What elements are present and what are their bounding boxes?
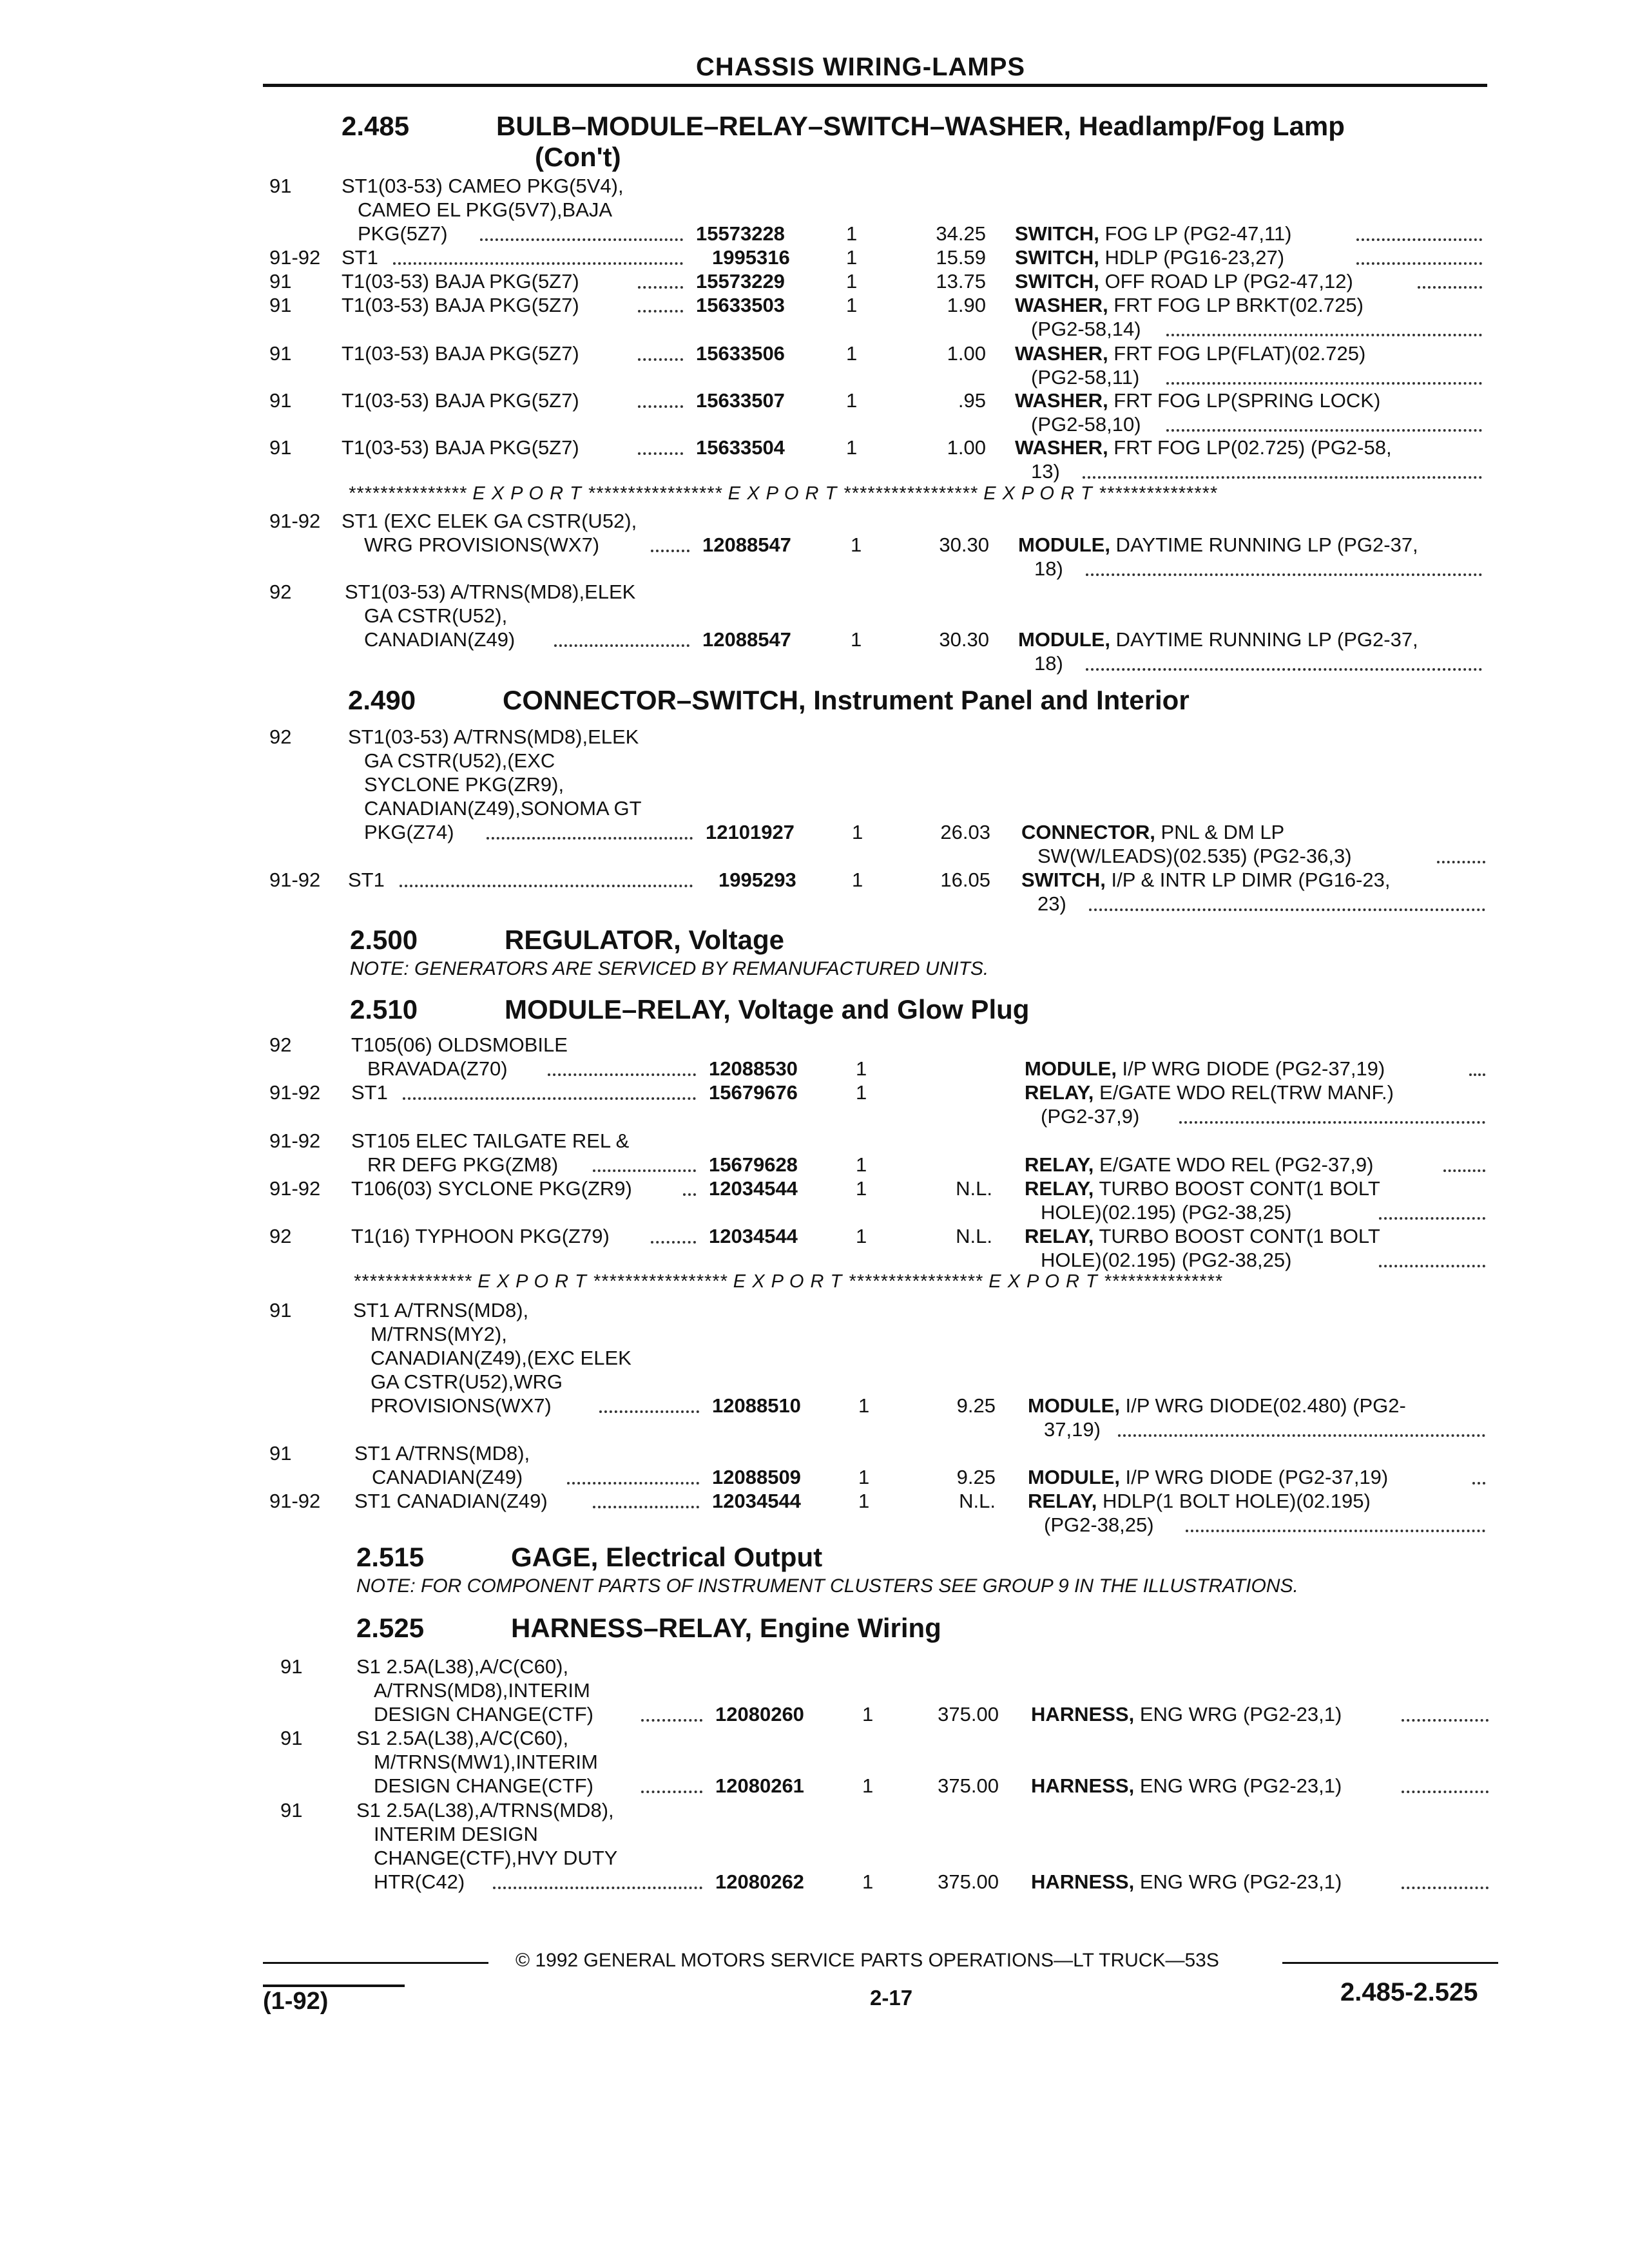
usage-desc: CAMEO EL PKG(5V7),BAJA (358, 198, 613, 221)
part-description: SWITCH, OFF ROAD LP (PG2-47,12) (1015, 270, 1353, 293)
usage-desc: ST1 (348, 869, 385, 891)
usage-desc: S1 2.5A(L38),A/TRNS(MD8), (356, 1799, 614, 1821)
usage-desc: S1 2.5A(L38),A/C(C60), (356, 1727, 569, 1749)
export-label: E X P O R T (728, 483, 838, 504)
usage-desc: GA CSTR(U52),WRG (371, 1370, 563, 1393)
part-description-cont: HOLE)(02.195) (PG2-38,25) (1041, 1249, 1292, 1271)
model-year: 91-92 (269, 1177, 321, 1200)
part-description: WASHER, FRT FOG LP(SPRING LOCK) (1015, 389, 1381, 412)
leader-dots (487, 837, 693, 840)
part-number: 15633504 (696, 436, 785, 459)
model-year: 91 (269, 1299, 292, 1321)
part-description: MODULE, I/P WRG DIODE (PG2-37,19) (1028, 1466, 1389, 1488)
export-stars: ***************** (587, 483, 722, 504)
export-stars: *************** (353, 1271, 472, 1292)
part-description: MODULE, I/P WRG DIODE (PG2-37,19) (1025, 1057, 1385, 1080)
part-description: RELAY, E/GATE WDO REL (PG2-37,9) (1025, 1153, 1374, 1176)
quantity: 1 (846, 342, 858, 365)
part-description-cont: 23) (1037, 892, 1066, 915)
part-number: 15573228 (696, 222, 785, 245)
quantity: 1 (846, 246, 858, 269)
export-stars: ***************** (592, 1271, 728, 1292)
part-number: 12034544 (709, 1225, 798, 1247)
revision-date: (1-92) (263, 1988, 329, 2015)
price: N.L. (956, 1177, 992, 1200)
usage-desc: T1(03-53) BAJA PKG(5Z7) (342, 270, 579, 293)
part-description: RELAY, HDLP(1 BOLT HOLE)(02.195) (1028, 1490, 1371, 1512)
usage-desc: DESIGN CHANGE(CTF) (374, 1703, 593, 1725)
quantity: 1 (852, 869, 863, 891)
leader-dots (1379, 1265, 1485, 1267)
quantity: 1 (856, 1177, 867, 1200)
section-range: 2.485-2.525 (1340, 1978, 1478, 2006)
part-number: 12080261 (715, 1774, 804, 1797)
section-number: 2.525 (356, 1613, 425, 1643)
usage-desc: T1(03-53) BAJA PKG(5Z7) (342, 389, 579, 412)
model-year: 91-92 (269, 246, 321, 269)
price: 1.90 (947, 294, 986, 316)
leader-dots (593, 1506, 699, 1508)
part-number: 12034544 (709, 1177, 798, 1200)
part-number: 12101927 (706, 821, 795, 843)
leader-dots (651, 1241, 696, 1244)
section-title: HARNESS–RELAY, Engine Wiring (511, 1613, 941, 1643)
leader-dots (1356, 238, 1482, 241)
usage-desc: ST1 A/TRNS(MD8), (354, 1442, 530, 1465)
part-description: HARNESS, ENG WRG (PG2-23,1) (1031, 1774, 1342, 1797)
price: 9.25 (956, 1466, 996, 1488)
quantity: 1 (858, 1490, 870, 1512)
price: .95 (958, 389, 986, 412)
usage-desc: ST1 A/TRNS(MD8), (353, 1299, 529, 1321)
price: 1.00 (947, 342, 986, 365)
leader-dots (567, 1482, 699, 1485)
usage-desc: CANADIAN(Z49),(EXC ELEK (371, 1347, 631, 1369)
leader-dots (638, 286, 683, 289)
quantity: 1 (858, 1466, 870, 1488)
leader-dots (1402, 1719, 1489, 1722)
usage-desc: PKG(5Z7) (358, 222, 448, 245)
part-description-cont: SW(W/LEADS)(02.535) (PG2-36,3) (1037, 845, 1352, 867)
section-number: 2.490 (348, 685, 416, 715)
price: 375.00 (938, 1703, 999, 1725)
usage-desc: PKG(Z74) (364, 821, 454, 843)
quantity: 1 (862, 1774, 874, 1797)
part-description-cont: 37,19) (1044, 1418, 1101, 1441)
part-description: CONNECTOR, PNL & DM LP (1021, 821, 1285, 843)
part-description: SWITCH, I/P & INTR LP DIMR (PG16-23, (1021, 869, 1391, 891)
leader-dots (403, 1097, 696, 1100)
part-description: HARNESS, ENG WRG (PG2-23,1) (1031, 1703, 1342, 1725)
export-divider (348, 483, 1217, 505)
part-number: 15633507 (696, 389, 785, 412)
usage-desc: ST1 CANADIAN(Z49) (354, 1490, 548, 1512)
section-number: 2.515 (356, 1542, 425, 1572)
quantity: 1 (846, 436, 858, 459)
part-description-cont: 18) (1034, 652, 1063, 675)
leader-dots (554, 644, 689, 647)
usage-desc: DESIGN CHANGE(CTF) (374, 1774, 593, 1797)
part-number: 12034544 (712, 1490, 801, 1512)
usage-desc: GA CSTR(U52),(EXC (364, 749, 555, 772)
quantity: 1 (862, 1870, 874, 1893)
price: 375.00 (938, 1774, 999, 1797)
usage-desc: WRG PROVISIONS(WX7) (364, 533, 600, 556)
part-number: 12088509 (712, 1466, 801, 1488)
price: 16.05 (940, 869, 990, 891)
export-stars: *************** (348, 483, 467, 504)
part-number: 1995293 (718, 869, 796, 891)
part-description: WASHER, FRT FOG LP(FLAT)(02.725) (1015, 342, 1366, 365)
quantity: 1 (858, 1394, 870, 1417)
usage-desc: PROVISIONS(WX7) (371, 1394, 552, 1417)
part-description: SWITCH, FOG LP (PG2-47,11) (1015, 222, 1292, 245)
model-year: 92 (269, 581, 292, 603)
quantity: 1 (846, 270, 858, 293)
part-number: 15573229 (696, 270, 785, 293)
part-description-cont: (PG2-58,10) (1031, 413, 1141, 436)
page-number: 2-17 (870, 1986, 913, 2010)
section-number: 2.510 (350, 994, 418, 1024)
part-number: 12088530 (709, 1057, 798, 1080)
model-year: 91-92 (269, 1081, 321, 1104)
part-description: MODULE, I/P WRG DIODE(02.480) (PG2- (1028, 1394, 1406, 1417)
model-year: 91 (269, 270, 292, 293)
section-title: GAGE, Electrical Output (511, 1542, 823, 1572)
leader-dots (1356, 262, 1482, 265)
quantity: 1 (846, 222, 858, 245)
usage-desc: ST1(03-53) CAMEO PKG(5V4), (342, 175, 624, 197)
model-year: 92 (269, 1225, 292, 1247)
quantity: 1 (852, 821, 863, 843)
leader-dots (1472, 1482, 1485, 1485)
leader-dots (1083, 476, 1482, 479)
price: 375.00 (938, 1870, 999, 1893)
export-stars: ***************** (848, 1271, 983, 1292)
export-stars: *************** (1103, 1271, 1223, 1292)
usage-desc: CHANGE(CTF),HVY DUTY (374, 1847, 618, 1869)
part-description-cont: 13) (1031, 460, 1060, 483)
export-label: E X P O R T (472, 483, 582, 504)
usage-desc: T1(03-53) BAJA PKG(5Z7) (342, 436, 579, 459)
section-title: BULB–MODULE–RELAY–SWITCH–WASHER, Headlamp/Fog Lamp (496, 111, 1345, 141)
part-description-cont: (PG2-58,11) (1031, 366, 1140, 389)
model-year: 91 (269, 1442, 292, 1465)
leader-dots (1166, 382, 1482, 385)
export-label: E X P O R T (477, 1271, 587, 1292)
usage-desc: CANADIAN(Z49),SONOMA GT (364, 797, 642, 820)
usage-desc: ST1(03-53) A/TRNS(MD8),ELEK (345, 581, 636, 603)
part-number: 12080260 (715, 1703, 804, 1725)
part-number: 12088547 (702, 533, 791, 556)
leader-dots (1437, 861, 1485, 863)
quantity: 1 (856, 1081, 867, 1104)
leader-dots (599, 1410, 699, 1413)
usage-desc: ST1 (EXC ELEK GA CSTR(U52), (342, 510, 637, 532)
part-description-cont: HOLE)(02.195) (PG2-38,25) (1041, 1201, 1292, 1224)
footer-rule (263, 1962, 488, 1964)
section-note: NOTE: GENERATORS ARE SERVICED BY REMANUFACTURED UNITS. (350, 958, 989, 979)
model-year: 91 (280, 1799, 303, 1821)
leader-dots (683, 1193, 696, 1196)
usage-desc: GA CSTR(U52), (364, 604, 508, 627)
section-number: 2.500 (350, 925, 418, 955)
section-title: MODULE–RELAY, Voltage and Glow Plug (505, 994, 1030, 1024)
usage-desc: M/TRNS(MY2), (371, 1323, 507, 1345)
price: N.L. (956, 1225, 992, 1247)
model-year: 91 (280, 1727, 303, 1749)
leader-dots (1086, 668, 1482, 671)
usage-desc: ST1 (342, 246, 378, 269)
model-year: 91 (269, 389, 292, 412)
section-title: REGULATOR, Voltage (505, 925, 785, 955)
quantity: 1 (846, 389, 858, 412)
leader-dots (400, 885, 693, 887)
part-description: RELAY, E/GATE WDO REL(TRW MANF.) (1025, 1081, 1394, 1104)
usage-desc: T1(03-53) BAJA PKG(5Z7) (342, 342, 579, 365)
leader-dots (1118, 1434, 1485, 1437)
price: 30.30 (939, 628, 989, 651)
part-number: 12088510 (712, 1394, 801, 1417)
model-year: 91-92 (269, 1490, 321, 1512)
usage-desc: T1(03-53) BAJA PKG(5Z7) (342, 294, 579, 316)
part-description-cont: (PG2-38,25) (1044, 1514, 1154, 1536)
price: 13.75 (936, 270, 986, 293)
quantity: 1 (851, 533, 862, 556)
quantity: 1 (856, 1153, 867, 1176)
leader-dots (1179, 1121, 1485, 1124)
part-number: 15633503 (696, 294, 785, 316)
usage-desc: T105(06) OLDSMOBILE (351, 1033, 568, 1056)
quantity: 1 (856, 1057, 867, 1080)
part-number: 15679676 (709, 1081, 798, 1104)
usage-desc: BRAVADA(Z70) (367, 1057, 508, 1080)
price: 34.25 (936, 222, 986, 245)
leader-dots (480, 238, 683, 241)
leader-dots (638, 452, 683, 455)
quantity: 1 (856, 1225, 867, 1247)
copyright-notice: © 1992 GENERAL MOTORS SERVICE PARTS OPERATIONS—LT TRUCK—53S (516, 1950, 1219, 1971)
price: 9.25 (956, 1394, 996, 1417)
part-description: RELAY, TURBO BOOST CONT(1 BOLT (1025, 1177, 1380, 1200)
section-note: NOTE: FOR COMPONENT PARTS OF INSTRUMENT CLUSTERS SEE GROUP 9 IN THE ILLUSTRATIONS. (356, 1575, 1298, 1597)
model-year: 92 (269, 726, 292, 748)
part-number: 15679628 (709, 1153, 798, 1176)
price: 30.30 (939, 533, 989, 556)
usage-desc: A/TRNS(MD8),INTERIM (374, 1679, 590, 1702)
leader-dots (1086, 573, 1482, 576)
export-stars: ***************** (843, 483, 978, 504)
part-description: WASHER, FRT FOG LP(02.725) (PG2-58, (1015, 436, 1392, 459)
part-description-cont: (PG2-37,9) (1041, 1105, 1140, 1128)
leader-dots (1089, 908, 1485, 911)
page-title: CHASSIS WIRING-LAMPS (696, 53, 1026, 81)
model-year: 92 (269, 1033, 292, 1056)
leader-dots (593, 1169, 696, 1172)
usage-desc: INTERIM DESIGN (374, 1823, 538, 1845)
part-description: HARNESS, ENG WRG (PG2-23,1) (1031, 1870, 1342, 1893)
part-number: 12080262 (715, 1870, 804, 1893)
usage-desc: ST105 ELEC TAILGATE REL & (351, 1129, 630, 1152)
header-rule (263, 84, 1487, 87)
usage-desc: ST1 (351, 1081, 388, 1104)
section-number: 2.485 (342, 111, 410, 141)
usage-desc: SYCLONE PKG(ZR9), (364, 773, 564, 796)
export-divider (353, 1271, 1222, 1293)
part-description: MODULE, DAYTIME RUNNING LP (PG2-37, (1018, 628, 1418, 651)
part-description-cont: (PG2-58,14) (1031, 318, 1141, 340)
model-year: 91 (269, 175, 292, 197)
leader-dots (1402, 1791, 1489, 1793)
footer-rule (1282, 1962, 1498, 1964)
export-stars: *************** (1098, 483, 1218, 504)
leader-dots (638, 358, 683, 361)
leader-dots (1186, 1530, 1485, 1532)
leader-dots (493, 1887, 702, 1889)
model-year: 91-92 (269, 1129, 321, 1152)
model-year: 91 (269, 436, 292, 459)
usage-desc: M/TRNS(MW1),INTERIM (374, 1751, 598, 1773)
model-year: 91-92 (269, 869, 321, 891)
section-title-cont: (Con't) (535, 142, 621, 172)
usage-desc: S1 2.5A(L38),A/C(C60), (356, 1655, 569, 1678)
leader-dots (1469, 1073, 1485, 1076)
part-number: 1995316 (712, 246, 790, 269)
leader-dots (1166, 334, 1482, 336)
usage-desc: T106(03) SYCLONE PKG(ZR9) (351, 1177, 632, 1200)
part-description: SWITCH, HDLP (PG16-23,27) (1015, 246, 1285, 269)
model-year: 91 (269, 294, 292, 316)
export-label: E X P O R T (988, 1271, 1098, 1292)
quantity: 1 (862, 1703, 874, 1725)
part-description: WASHER, FRT FOG LP BRKT(02.725) (1015, 294, 1364, 316)
leader-dots (393, 262, 683, 265)
model-year: 91-92 (269, 510, 321, 532)
export-label: E X P O R T (983, 483, 1093, 504)
leader-dots (1166, 429, 1482, 432)
leader-dots (1379, 1217, 1485, 1220)
leader-dots (641, 1791, 702, 1793)
price: 15.59 (936, 246, 986, 269)
price: N.L. (959, 1490, 996, 1512)
usage-desc: T1(16) TYPHOON PKG(Z79) (351, 1225, 610, 1247)
usage-desc: RR DEFG PKG(ZM8) (367, 1153, 559, 1176)
leader-dots (548, 1073, 696, 1076)
usage-desc: CANADIAN(Z49) (372, 1466, 523, 1488)
part-description: RELAY, TURBO BOOST CONT(1 BOLT (1025, 1225, 1380, 1247)
part-number: 12088547 (702, 628, 791, 651)
price: 26.03 (940, 821, 990, 843)
usage-desc: ST1(03-53) A/TRNS(MD8),ELEK (348, 726, 639, 748)
usage-desc: CANADIAN(Z49) (364, 628, 516, 651)
part-number: 15633506 (696, 342, 785, 365)
leader-dots (1443, 1169, 1485, 1172)
section-title: CONNECTOR–SWITCH, Instrument Panel and Interior (503, 685, 1190, 715)
leader-dots (641, 1719, 702, 1722)
leader-dots (651, 550, 689, 552)
usage-desc: HTR(C42) (374, 1870, 465, 1893)
quantity: 1 (851, 628, 862, 651)
leader-dots (1402, 1887, 1489, 1889)
part-description-cont: 18) (1034, 557, 1063, 580)
model-year: 91 (280, 1655, 303, 1678)
export-label: E X P O R T (733, 1271, 843, 1292)
leader-dots (1418, 286, 1482, 289)
leader-dots (638, 310, 683, 312)
footer-rule (263, 1984, 405, 1987)
leader-dots (638, 405, 683, 408)
price: 1.00 (947, 436, 986, 459)
quantity: 1 (846, 294, 858, 316)
part-description: MODULE, DAYTIME RUNNING LP (PG2-37, (1018, 533, 1418, 556)
model-year: 91 (269, 342, 292, 365)
